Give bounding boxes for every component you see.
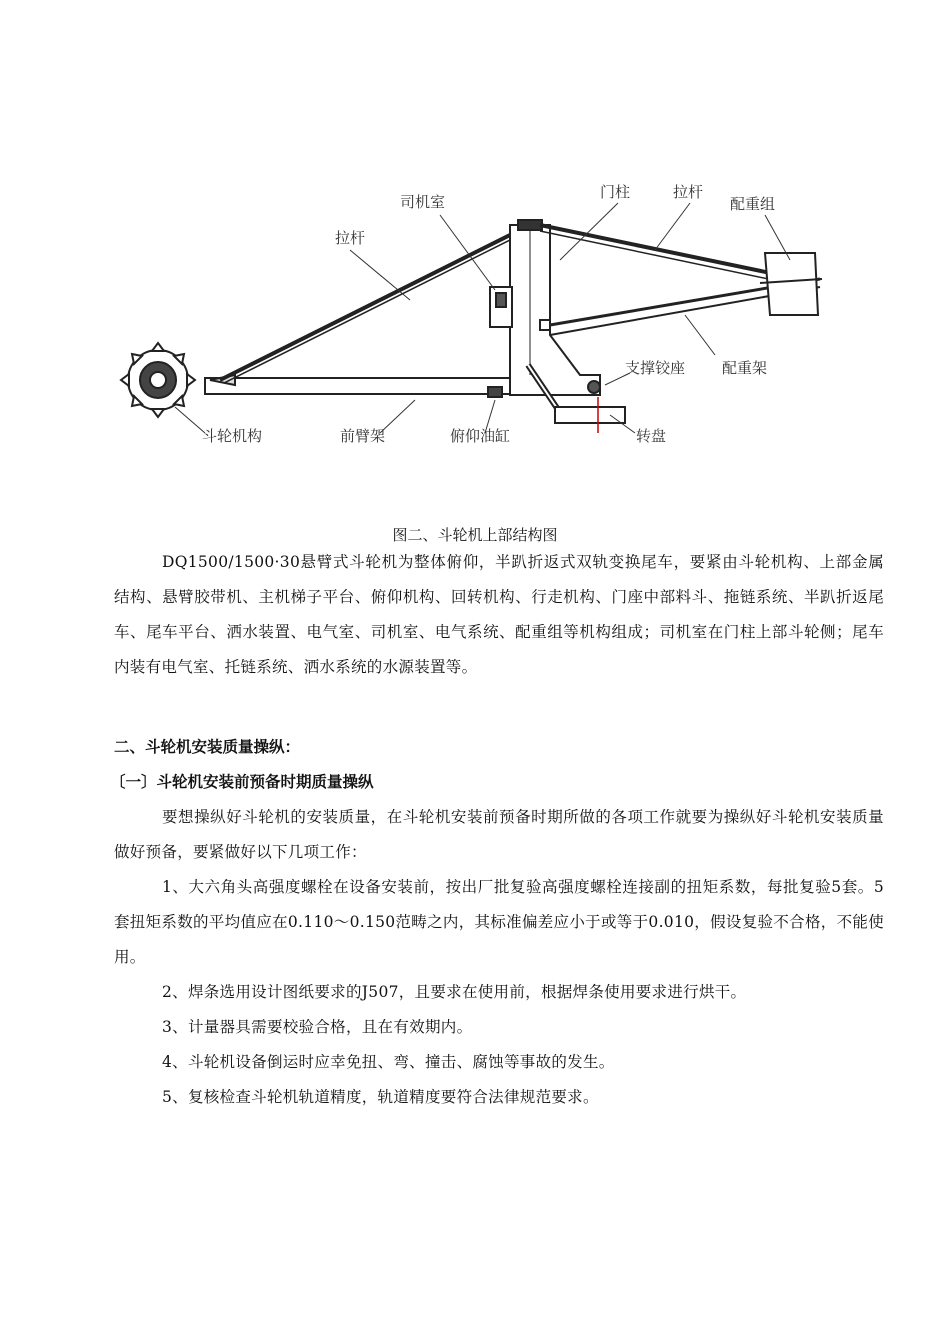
- list-item-1: 1、大六角头高强度螺栓在设备安装前，按出厂批复验高强度螺栓连接副的扭矩系数，每批复验5套。5套扭矩系数的平均值应在0.110～0.150范畴之内，其标准偏差应小于或等于0.010，假设复验不合格，不能使用。: [114, 878, 884, 966]
- list-item-4: 4、斗轮机设备倒运时应幸免扭、弯、撞击、腐蚀等事故的发生。: [162, 1053, 615, 1071]
- label-turntable: 转盘: [636, 427, 667, 445]
- subsection-heading: 〔一〕斗轮机安装前预备时期质量操纵: [110, 773, 374, 791]
- preparation-paragraph: 要想操纵好斗轮机的安装质量，在斗轮机安装前预备时期所做的各项工作就要为操纵好斗轮机安装质量做好预备，要紧做好以下几项工作：: [114, 808, 884, 861]
- label-pitch-cylinder: 俯仰油缸: [450, 427, 511, 445]
- label-hinge-seat: 支撑铰座: [625, 359, 686, 377]
- preparation-section: [114, 800, 884, 1115]
- label-gate-column: 门柱: [600, 183, 631, 201]
- section-heading: 二、斗轮机安装质量操纵：: [114, 738, 301, 756]
- label-counterweight: 配重组: [730, 195, 776, 213]
- label-wheel-mechanism: 斗轮机构: [202, 427, 263, 445]
- list-item-2: 2、焊条选用设计图纸要求的J507，且要求在使用前，根据焊条使用要求进行烘干。: [162, 983, 747, 1001]
- diagram-svg: [110, 175, 840, 460]
- intro-paragraph: DQ1500/1500·30悬臂式斗轮机为整体俯仰，半趴折返式双轨变换尾车，要紧由斗轮机构、上部金属结构、悬臂胶带机、主机梯子平台、俯仰机构、回转机构、行走机构、门座中部料斗、拖链系统、半趴折返尾车、尾车平台、洒水装置、电气室、司机室、电气系统、配重组等机构组成；司机室在门柱上部斗轮侧；尾车内装有电气室、托链系统、洒水系统的水源装置等。: [114, 553, 884, 676]
- label-tie-rod-left: 拉杆: [335, 229, 366, 247]
- figure-caption: 图二、斗轮机上部结构图: [392, 526, 558, 544]
- counterweight-box: [765, 253, 818, 315]
- hinge-seat: [588, 381, 600, 393]
- gate-column: [510, 225, 600, 395]
- list-item-5: 5、复核检查斗轮机轨道精度，轨道精度要符合法律规范要求。: [162, 1088, 599, 1106]
- label-cab: 司机室: [400, 193, 446, 211]
- turntable: [555, 407, 625, 423]
- bucket-wheel-structure-diagram: [110, 175, 840, 460]
- bucket-wheel: [121, 343, 195, 417]
- intro-section: [114, 545, 884, 685]
- label-counterweight-frame: 配重架: [722, 359, 768, 377]
- upper-tie-rod: [540, 225, 780, 275]
- main-tie-rod: [220, 225, 530, 380]
- label-front-arm: 前臂架: [340, 427, 386, 445]
- label-tie-rod-top: 拉杆: [673, 183, 704, 201]
- list-item-3: 3、计量器具需要校验合格，且在有效期内。: [162, 1018, 473, 1036]
